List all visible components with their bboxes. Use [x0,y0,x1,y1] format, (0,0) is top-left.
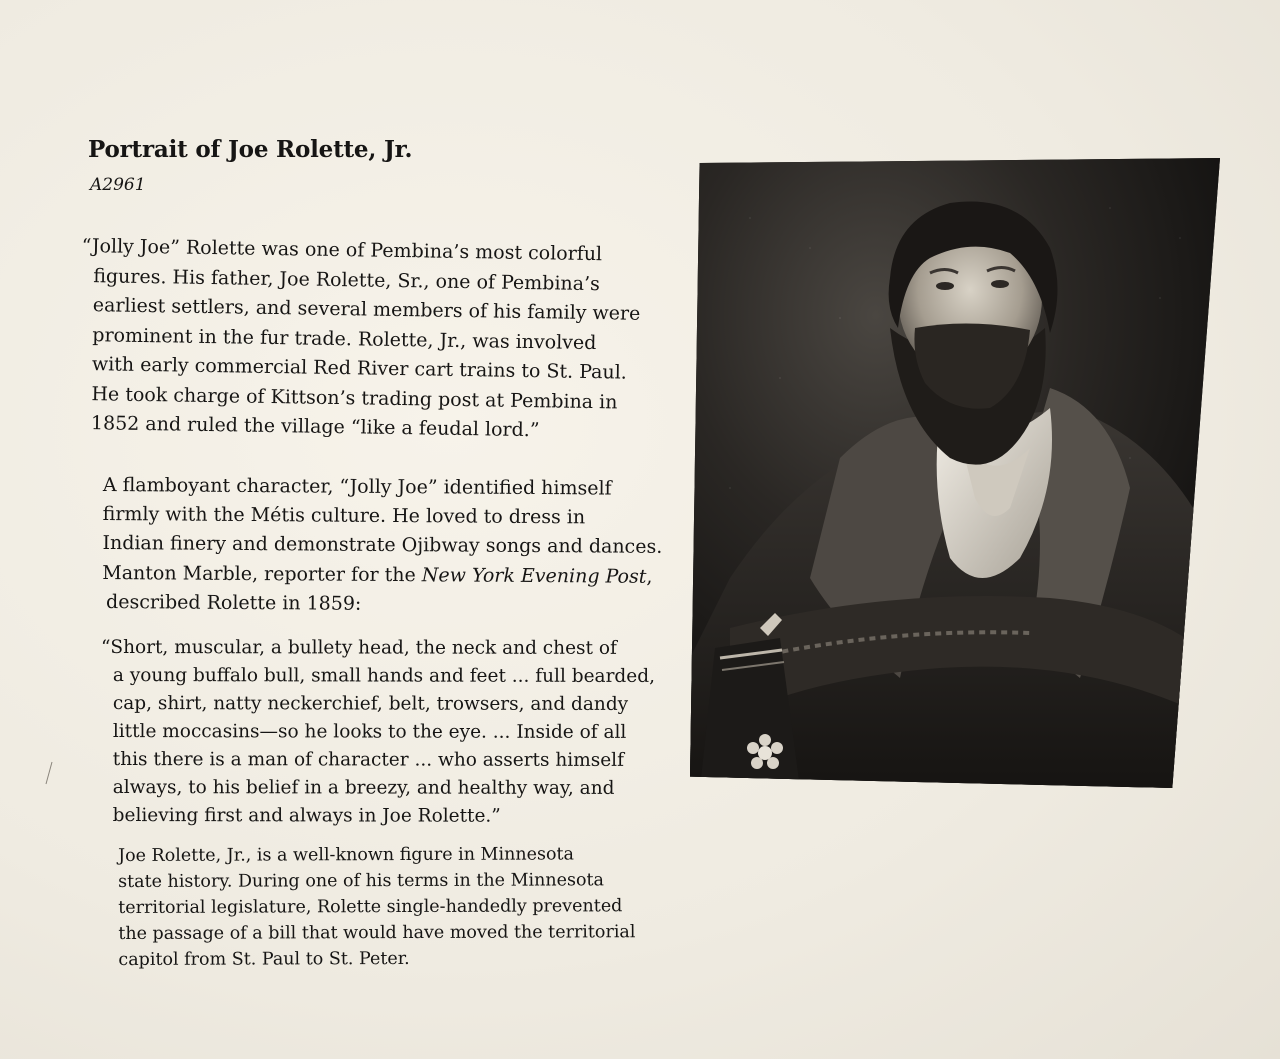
text-line: Indian finery and demonstrate Ojibway songs and dances. [102,532,663,559]
quote-line: little moccasins—so he looks to the eye. ... Inside of all [112,721,627,743]
text-line [102,559,662,592]
text-line: capitol from St. Paul to St. Peter. [118,948,410,970]
quote-line: always, to his belief in a breezy, and healthy way, and [112,777,615,799]
text-line: “Jolly Joe” Rolette was one of Pembina’s most colorful [81,234,603,266]
text-line: Joe Rolette, Jr., is a well-known figure in Minnesota [118,844,574,866]
text-line: figures. His father, Joe Rolette, Sr., one of Pembina’s [93,264,601,295]
paragraph-3 [118,841,636,973]
text-line: firmly with the Métis culture. He loved to dress in [102,503,586,529]
paragraph-2 [102,471,663,621]
quote-line: “Short, muscular, a bullety head, the neck and chest of [100,637,617,659]
quote-block [101,634,655,831]
portrait-photograph-icon [690,158,1220,788]
catalog-number: A2961 [90,175,146,195]
portrait-photograph [690,158,1220,788]
text-line: A flamboyant character, “Jolly Joe” identified himself [102,473,612,500]
placard-title: Portrait of Joe Rolette, Jr. [88,136,413,163]
newspaper-name: New York Evening Post [421,563,647,588]
text-line: described Rolette in 1859: [106,590,362,615]
text-line: prominent in the fur trade. Rolette, Jr., was involved [92,323,597,354]
text-line: with early commercial Red River cart trains to St. Paul. [91,353,627,384]
text-line: state history. During one of his terms in the Minnesota [118,870,604,892]
text-line-start: Manton Marble, reporter for the [102,561,422,586]
text-line: earliest settlers, and several members of his family were [92,294,641,325]
text-line: territorial legislature, Rolette single-handedly prevented [118,896,623,918]
quote-line: cap, shirt, natty neckerchief, belt, trowsers, and dandy [112,693,629,715]
quote-line: this there is a man of character ... who asserts himself [112,749,624,771]
text-line: the passage of a bill that would have moved the territorial [118,922,636,944]
text-line: 1852 and ruled the village “like a feudal lord.” [90,412,540,442]
paragraph-1 [79,232,642,447]
text-line: He took charge of Kittson’s trading post at Pembina in [91,382,618,413]
wall-scratch-mark [36,748,76,788]
quote-line: believing first and always in Joe Rolette.” [112,805,501,827]
quote-line: a young buffalo bull, small hands and feet ... full bearded, [112,665,655,687]
text-line-end: , [646,565,653,588]
